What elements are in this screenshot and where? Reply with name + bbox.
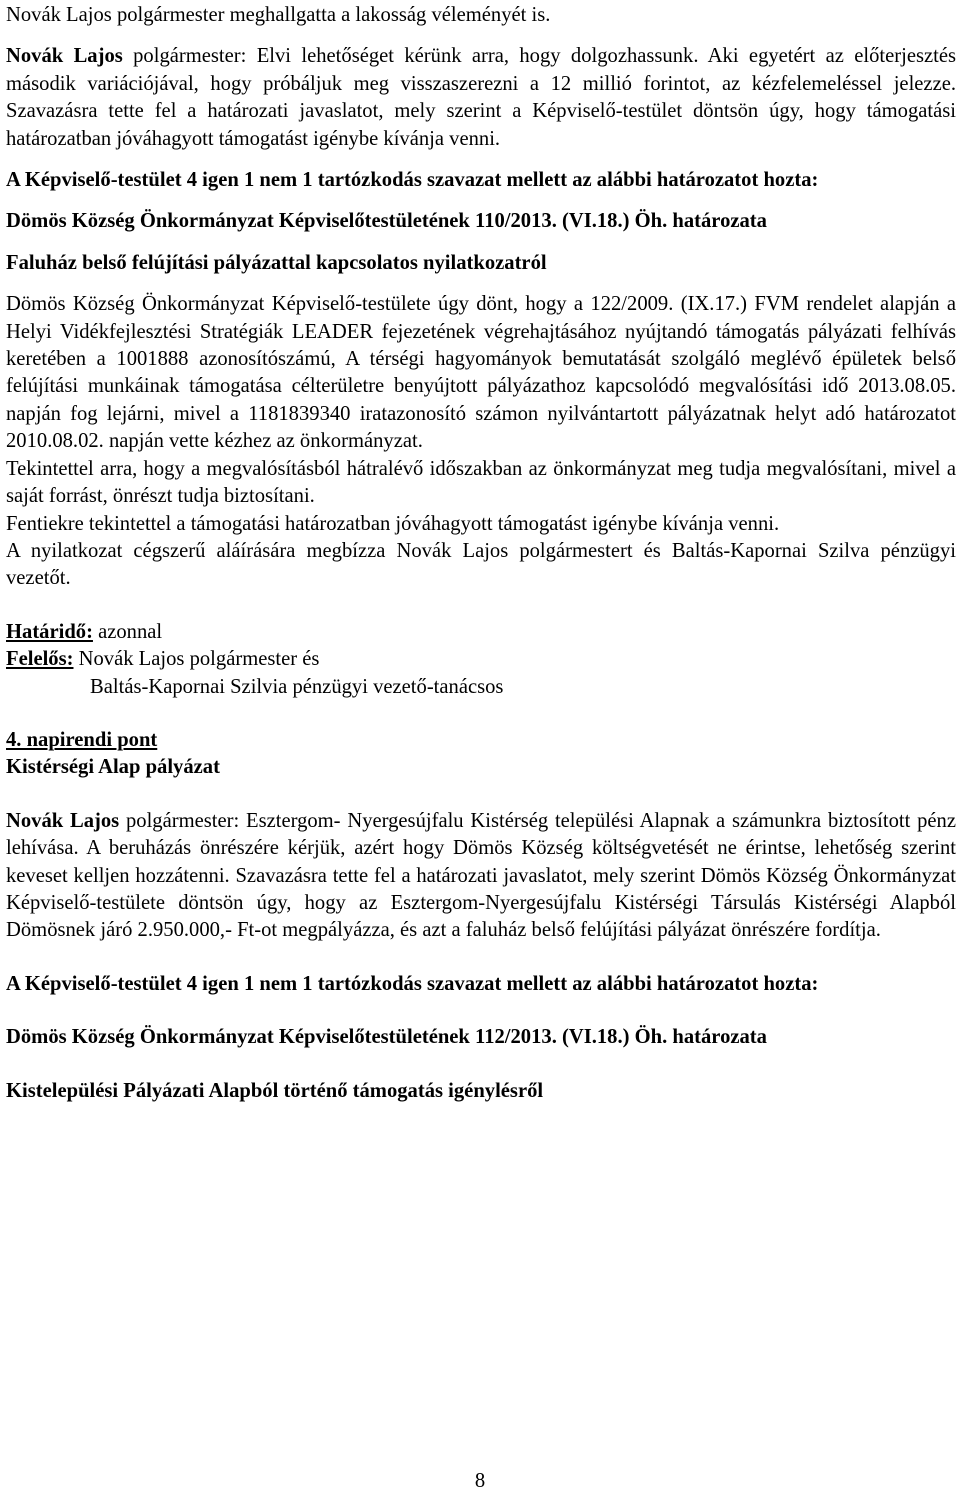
resolution-1-body-2: Tekintettel arra, hogy a megvalósításból hátralévő időszakban az önkormányzat meg tudja megvalósítani, mivel a saját forrást, önrészt tudja biztosítani.: [6, 457, 956, 508]
mayor-statement-2: [6, 808, 956, 945]
responsible-value-1: Novák Lajos polgármester és: [73, 648, 320, 671]
resolution-1-subject: Faluház belső felújítási pályázattal kapcsolatos nyilatkozatról: [6, 251, 547, 274]
statement-text: polgármester: Elvi lehetőséget kérünk arra, hogy dolgozhassunk. Aki egyetért az előterjesztés második variációjával, hogy próbáljuk meg visszaszerezni a 12 millió forintot, az kézfelemeléssel jelezze. Szavazásra tette fel a határozati javaslatot, mely szerint a Képviselő-testület döntsön úgy, hogy támogatási határozatban jóváhagyott támogatást igénybe kívánja venni.: [6, 45, 956, 150]
vote-result-1: A Képviselő-testület 4 igen 1 nem 1 tartózkodás szavazat mellett az alábbi határozatot hozta:: [6, 169, 819, 192]
deadline-label: Határidő:: [6, 620, 93, 643]
responsible-line: [6, 646, 956, 673]
intro-paragraph: Novák Lajos polgármester meghallgatta a lakosság véleményét is.: [6, 4, 551, 26]
resolution-2-number: Dömös Község Önkormányzat Képviselőtestületének 112/2013. (VI.18.) Öh. határozata: [6, 1026, 767, 1049]
resolution-1-body-1: Dömös Község Önkormányzat Képviselő-testülete úgy dönt, hogy a 122/2009. (IX.17.) FVM rendelet alapján a Helyi Vidékfejlesztési Stratégiák LEADER fejezetének végrehajtásához nyújtandó támogatás pályázati felhívás keretében a 1001888 azonosítószámú, A térségi hagyományok bemutatását szolgáló meglévő épületek belső felújítási munkáinak támogatása célterületre benyújtott pályázathoz kapcsolódó megvalósítási idő 2013.08.05. napján fog lejárni, mivel a 1181839340 iratazonosító számon nyilvántartott pályázatnak helyt adó határozatot 2010.08.02. napján vette kézhez az önkormányzat.: [6, 293, 956, 453]
mayor-statement-1: [6, 43, 956, 153]
speaker-name: Novák Lajos: [6, 45, 123, 68]
page-number: 8: [474, 1470, 486, 1492]
agenda-title: Kistérségi Alap pályázat: [6, 756, 220, 779]
vote-result-2: A Képviselő-testület 4 igen 1 nem 1 tartózkodás szavazat mellett az alábbi határozatot hozta:: [6, 972, 819, 995]
resolution-1-body-3: Fentiekre tekintettel a támogatási határozatban jóváhagyott támogatást igénybe kívánja venni.: [6, 512, 780, 535]
speaker-name-2: Novák Lajos: [6, 809, 120, 832]
resolution-1-body-4: A nyilatkozat cégszerű aláírására megbízza Novák Lajos polgármestert és Baltás-Kapornai Szilva pénzügyi vezetőt.: [6, 539, 956, 590]
responsible-value-2: Baltás-Kapornai Szilvia pénzügyi vezető-tanácsos: [90, 675, 504, 698]
deadline-line: [6, 619, 956, 646]
statement-text-2: polgármester: Esztergom- Nyergesújfalu Kistérség települési Alapnak a számunkra biztosított pénz lehívása. A beruházás önrészére kérjük, azért hogy Dömös Község költségvetését ne érintse, lehetőség szerint keveset kelljen hozzátenni. Szavazásra tette fel a határozati javaslatot, mely szerint Dömös Község Önkormányzat Képviselő-testülete döntsön úgy, hogy az Esztergom-Nyergesújfalu Kistérségi Társulás Kistérségi Alapból Dömösnek járó 2.950.000,- Ft-ot megpályázza, és azt a faluház belső felújítási pályázat önrészére fordítja.: [6, 809, 956, 942]
resolution-2-subject: Kistelepülési Pályázati Alapból történő támogatás igénylésről: [6, 1079, 544, 1102]
resolution-1-number: Dömös Község Önkormányzat Képviselőtestületének 110/2013. (VI.18.) Öh. határozata: [6, 210, 767, 233]
deadline-value: azonnal: [92, 620, 163, 643]
agenda-item: 4. napirendi pont: [6, 728, 158, 751]
responsible-label: Felelős:: [6, 648, 74, 671]
